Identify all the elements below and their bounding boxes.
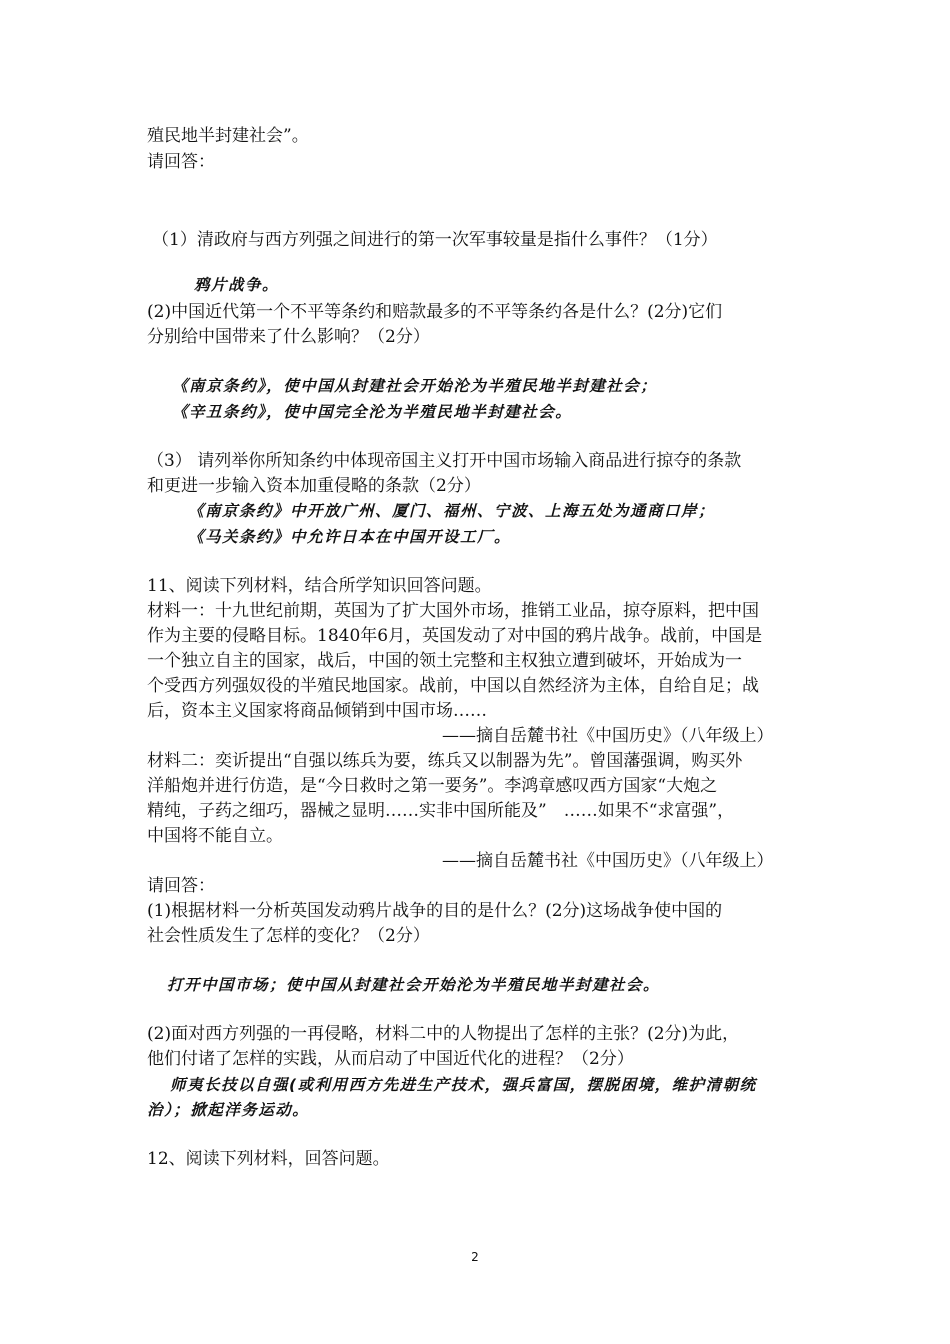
answer-11-1: 打开中国市场；使中国从封建社会开始沦为半殖民地半封建社会。 <box>167 976 661 994</box>
material-2-line: 精纯，子药之细巧，器械之显明……实非中国所能及” ……如果不“求富强”， <box>147 801 735 821</box>
material-1-source: ——摘自岳麓书社《中国历史》（八年级上） <box>442 726 774 746</box>
question-3: （3） 请列举你所知条约中体现帝国主义打开中国市场输入商品进行掠夺的条款 <box>147 451 742 471</box>
answer-11-2: 师夷长技以自强(或利用西方先进生产技术，强兵富国，摆脱困境，维护清朝统 <box>170 1076 757 1094</box>
question-2-cont: 分别给中国带来了什么影响？（2分） <box>147 327 430 347</box>
material-2-line: 材料二：奕䜣提出“自强以练兵为要，练兵又以制器为先”。曾国藩强调，购买外 <box>147 751 743 771</box>
material-2-source: ——摘自岳麓书社《中国历史》（八年级上） <box>442 851 774 871</box>
material-2-line: 洋船炮并进行仿造，是“今日救时之第一要务”。李鸿章感叹西方国家“大炮之 <box>147 776 718 796</box>
question-11-heading: 11、阅读下列材料，结合所学知识回答问题。 <box>147 576 492 596</box>
question-1: （1）清政府与西方列强之间进行的第一次军事较量是指什么事件？（1分） <box>152 230 718 250</box>
question-12-heading: 12、阅读下列材料，回答问题。 <box>147 1149 390 1169</box>
material-1-line: 材料一：十九世纪前期，英国为了扩大国外市场，推销工业品，掠夺原料，把中国 <box>147 601 759 621</box>
question-3-cont: 和更进一步输入资本加重侵略的条款（2分） <box>147 476 481 496</box>
text-line: 请回答： <box>147 152 215 172</box>
answer-11-2-cont: 治）；掀起洋务运动。 <box>147 1101 310 1119</box>
answer-3-cont: 《马关条约》中允许日本在中国开设工厂。 <box>188 528 512 546</box>
material-1-line: 作为主要的侵略目标。1840年6月，英国发动了对中国的鸦片战争。战前，中国是 <box>147 626 763 646</box>
question-11-1-cont: 社会性质发生了怎样的变化？（2分） <box>147 926 430 946</box>
text-line: 请回答： <box>147 876 215 896</box>
text-line: 殖民地半封建社会”。 <box>147 126 309 146</box>
question-11-2: (2)面对西方列强的一再侵略，材料二中的人物提出了怎样的主张？(2分)为此， <box>147 1024 740 1044</box>
page-number: 2 <box>471 1250 479 1264</box>
material-1-line: 一个独立自主的国家，战后，中国的领土完整和主权独立遭到破坏，开始成为一 <box>147 651 742 671</box>
answer-1: 鸦片战争。 <box>194 276 280 294</box>
material-1-line: 个受西方列强奴役的半殖民地国家。战前，中国以自然经济为主体，自给自足；战 <box>147 676 759 696</box>
answer-2: 《南京条约》，使中国从封建社会开始沦为半殖民地半封建社会； <box>172 377 658 395</box>
material-1-line: 后，资本主义国家将商品倾销到中国市场…… <box>147 701 487 721</box>
question-11-2-cont: 他们付诸了怎样的实践，从而启动了中国近代化的进程？（2分） <box>147 1049 634 1069</box>
answer-3: 《南京条约》中开放广州、厦门、福州、宁波、上海五处为通商口岸； <box>188 502 716 520</box>
answer-2-cont: 《辛丑条约》，使中国完全沦为半殖民地半封建社会。 <box>172 403 573 421</box>
material-2-line: 中国将不能自立。 <box>147 826 283 846</box>
question-11-1: (1)根据材料一分析英国发动鸦片战争的目的是什么？(2分)这场战争使中国的 <box>147 901 723 921</box>
question-2: (2)中国近代第一个不平等条约和赔款最多的不平等条约各是什么？(2分)它们 <box>147 302 723 322</box>
